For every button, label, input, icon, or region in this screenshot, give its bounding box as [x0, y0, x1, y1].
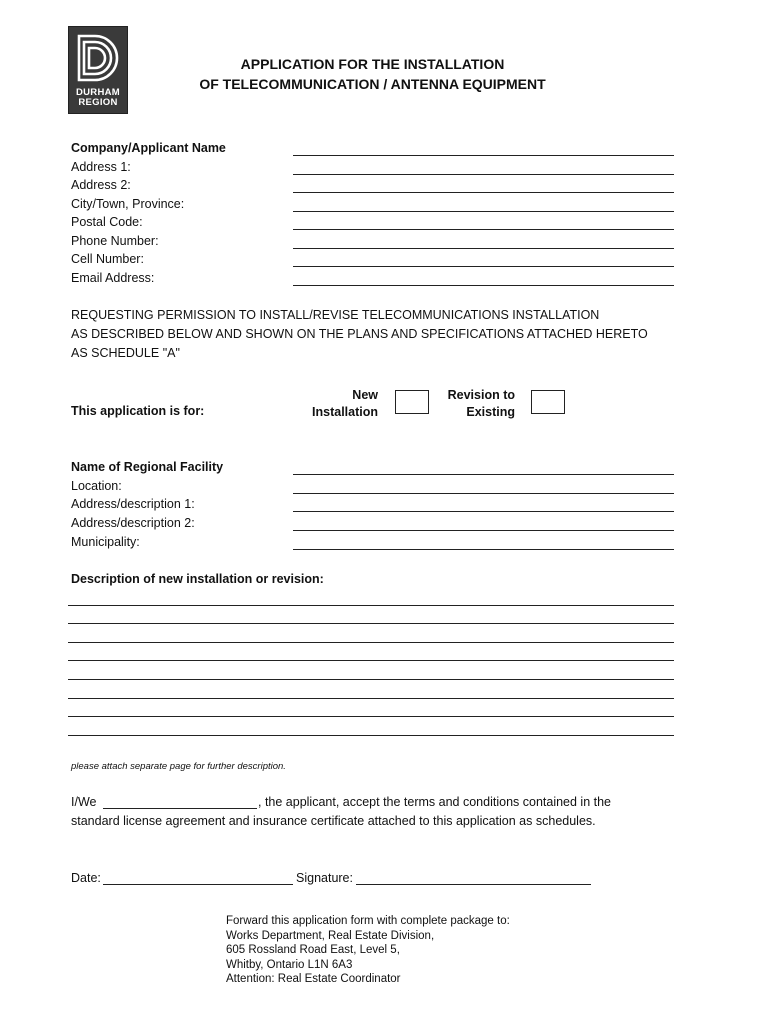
- attach-page-note: please attach separate page for further description.: [71, 761, 286, 772]
- new-installation-label-line1: New: [352, 388, 378, 402]
- durham-region-logo: [68, 26, 128, 114]
- cell-number-field[interactable]: [293, 266, 674, 267]
- regional-facility-name-label: Name of Regional Facility: [71, 460, 224, 474]
- cell-number-label: Cell Number:: [71, 252, 144, 266]
- agreement-name-field[interactable]: [103, 808, 257, 809]
- address-description2-label: Address/description 2:: [71, 516, 195, 530]
- request-line2: AS DESCRIBED BELOW AND SHOWN ON THE PLANS AND SPECIFICATIONS ATTACHED HERETO: [71, 327, 648, 341]
- application-for-label: This application is for:: [71, 404, 205, 418]
- signature-label: Signature:: [296, 871, 353, 885]
- description-line-8[interactable]: [68, 735, 674, 736]
- description-line-2[interactable]: [68, 623, 674, 624]
- regional-facility-name-field[interactable]: [293, 474, 674, 475]
- postal-code-field[interactable]: [293, 229, 674, 230]
- description-line-5[interactable]: [68, 679, 674, 680]
- forward-instruction: Forward this application form with complete package to:: [226, 915, 510, 927]
- forward-city: Whitby, Ontario L1N 6A3: [226, 958, 353, 971]
- description-line-4[interactable]: [68, 660, 674, 661]
- new-installation-checkbox[interactable]: [395, 390, 429, 414]
- form-title-line2: OF TELECOMMUNICATION / ANTENNA EQUIPMENT: [199, 76, 546, 92]
- company-applicant-name-field[interactable]: [293, 155, 674, 156]
- postal-code-label: Postal Code:: [71, 215, 143, 229]
- description-line-3[interactable]: [68, 642, 674, 643]
- description-line-6[interactable]: [68, 698, 674, 699]
- new-installation-label: [290, 387, 378, 421]
- signature-field[interactable]: [356, 884, 591, 885]
- request-line3: AS SCHEDULE "A": [71, 346, 180, 360]
- description-line-1[interactable]: [68, 605, 674, 606]
- address-description1-field[interactable]: [293, 511, 674, 512]
- date-field[interactable]: [103, 884, 293, 885]
- description-line-7[interactable]: [68, 716, 674, 717]
- phone-number-field[interactable]: [293, 248, 674, 249]
- forward-street: 605 Rossland Road East, Level 5,: [226, 944, 400, 957]
- logo-text-durham: DURHAM: [75, 87, 121, 98]
- revision-existing-label: [425, 387, 515, 421]
- city-province-label: City/Town, Province:: [71, 197, 185, 211]
- forward-address-block: [226, 914, 510, 987]
- forward-attention: Attention: Real Estate Coordinator: [226, 973, 401, 986]
- address2-label: Address 2:: [71, 178, 131, 192]
- date-label: Date:: [71, 871, 101, 885]
- email-address-label: Email Address:: [71, 271, 155, 285]
- agreement-text-line2: standard license agreement and insurance certificate attached to this application as schedules.: [71, 814, 596, 828]
- revision-existing-label-line1: Revision to: [447, 388, 515, 402]
- request-line1: REQUESTING PERMISSION TO INSTALL/REVISE TELECOMMUNICATIONS INSTALLATION: [71, 308, 600, 322]
- description-heading: Description of new installation or revision:: [71, 572, 324, 586]
- agreement-text-line1: , the applicant, accept the terms and conditions contained in the: [258, 795, 612, 809]
- municipality-field[interactable]: [293, 549, 674, 550]
- phone-number-label: Phone Number:: [71, 234, 159, 248]
- address-description2-field[interactable]: [293, 530, 674, 531]
- revision-existing-checkbox[interactable]: [531, 390, 565, 414]
- agreement-iwe-label: I/We: [71, 795, 97, 809]
- company-applicant-name-label: Company/Applicant Name: [71, 141, 226, 155]
- location-label: Location:: [71, 479, 122, 493]
- address2-field[interactable]: [293, 192, 674, 193]
- address1-field[interactable]: [293, 174, 674, 175]
- revision-existing-label-line2: Existing: [466, 405, 515, 419]
- forward-department: Works Department, Real Estate Division,: [226, 929, 435, 942]
- address1-label: Address 1:: [71, 160, 131, 174]
- form-title-line1: APPLICATION FOR THE INSTALLATION: [240, 56, 505, 72]
- location-field[interactable]: [293, 493, 674, 494]
- address-description1-label: Address/description 1:: [71, 497, 195, 511]
- municipality-label: Municipality:: [71, 535, 140, 549]
- new-installation-label-line2: Installation: [312, 405, 378, 419]
- logo-d-icon: [75, 33, 121, 83]
- logo-text-region: REGION: [78, 97, 118, 108]
- city-province-field[interactable]: [293, 211, 674, 212]
- email-address-field[interactable]: [293, 285, 674, 286]
